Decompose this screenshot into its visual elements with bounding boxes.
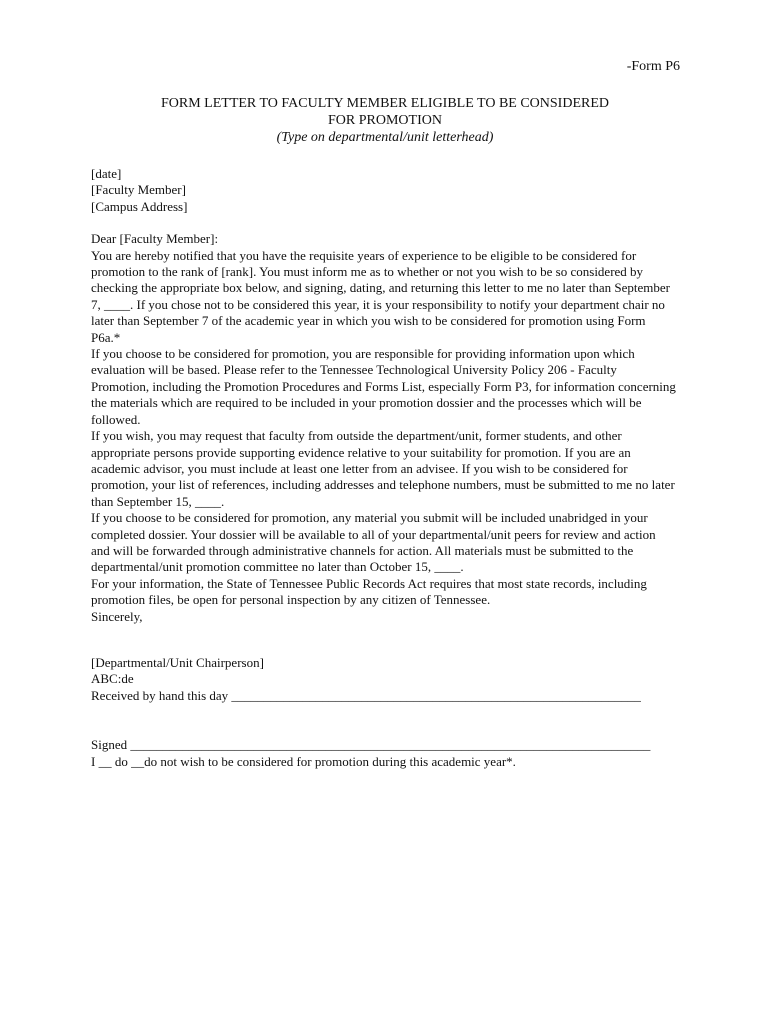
recipient-address: [Campus Address] (91, 198, 188, 214)
paragraph-responsibilities: If you choose to be considered for promotion, you are responsible for providing information upon which evaluation will be based. Please refer to the Tennessee Technological University Policy 206 - Faculty Promotion, including the Promotion Procedures and Forms List, especially Form P3, for information concerning the materials which are required to be included in your promotion dossier and the processes which will be followed. (91, 346, 676, 427)
signature-space (91, 625, 676, 655)
letter-body (91, 166, 676, 770)
signatory: [Departmental/Unit Chairperson] (91, 654, 264, 670)
choice-line: I __ do __do not wish to be considered for promotion during this academic year*. (91, 753, 516, 769)
paragraph-eligibility: You are hereby notified that you have the requisite years of experience to be eligible to be considered for promotion to the rank of [rank]. You must inform me as to whether or not you wish to be so considered by checking the appropriate box below, and signing, dating, and returning this letter to me no later than September 7, ____. If you chose not to be considered this year, it is your responsibility to notify your department chair no later than September 7 of the academic year in which you wish to be considered for promotion using Form P6a.* (91, 247, 670, 345)
initials: ABC:de (91, 671, 134, 687)
received-line: Received by hand this day _______________________________________________________________ (91, 687, 641, 703)
paragraph-references: If you wish, you may request that faculty from outside the department/unit, former students, and other appropriate persons provide supporting evidence relative to your suitability for promotion. If you are an academic advisor, you must include at least one letter from an advisee. If you wish to be considered for promotion, your list of references, including addresses and telephone numbers, must be submitted to me no later than September 15, ____. (91, 428, 675, 509)
recipient-block (91, 182, 676, 215)
title-line-1: FORM LETTER TO FACULTY MEMBER ELIGIBLE TO BE CONSIDERED (160, 96, 610, 111)
salutation: Dear [Faculty Member]: (91, 231, 219, 247)
closing: Sincerely, (91, 608, 143, 624)
signed-line: Signed ________________________________________________________________________________ (91, 737, 651, 753)
recipient-name: [Faculty Member] (91, 182, 186, 198)
title-subtitle: (Type on departmental/unit letterhead) (276, 130, 494, 145)
letter-date: [date] (91, 166, 122, 181)
title-line-2: FOR PROMOTION (328, 113, 442, 128)
paragraph-public-records: For your information, the State of Tennessee Public Records Act requires that most state records, including promotion files, be open for personal inspection by any citizen of Tennessee. (91, 575, 647, 608)
form-id: -Form P6 (626, 59, 680, 74)
document-title (0, 95, 770, 146)
paragraph-dossier: If you choose to be considered for promotion, any material you submit will be included unabridged in your completed dossier. Your dossier will be available to all of your departmental/unit peers for review and action and will be forwarded through administrative channels for action. All materials must be submitted to the departmental/unit promotion committee no later than October 15, ____. (91, 510, 656, 575)
